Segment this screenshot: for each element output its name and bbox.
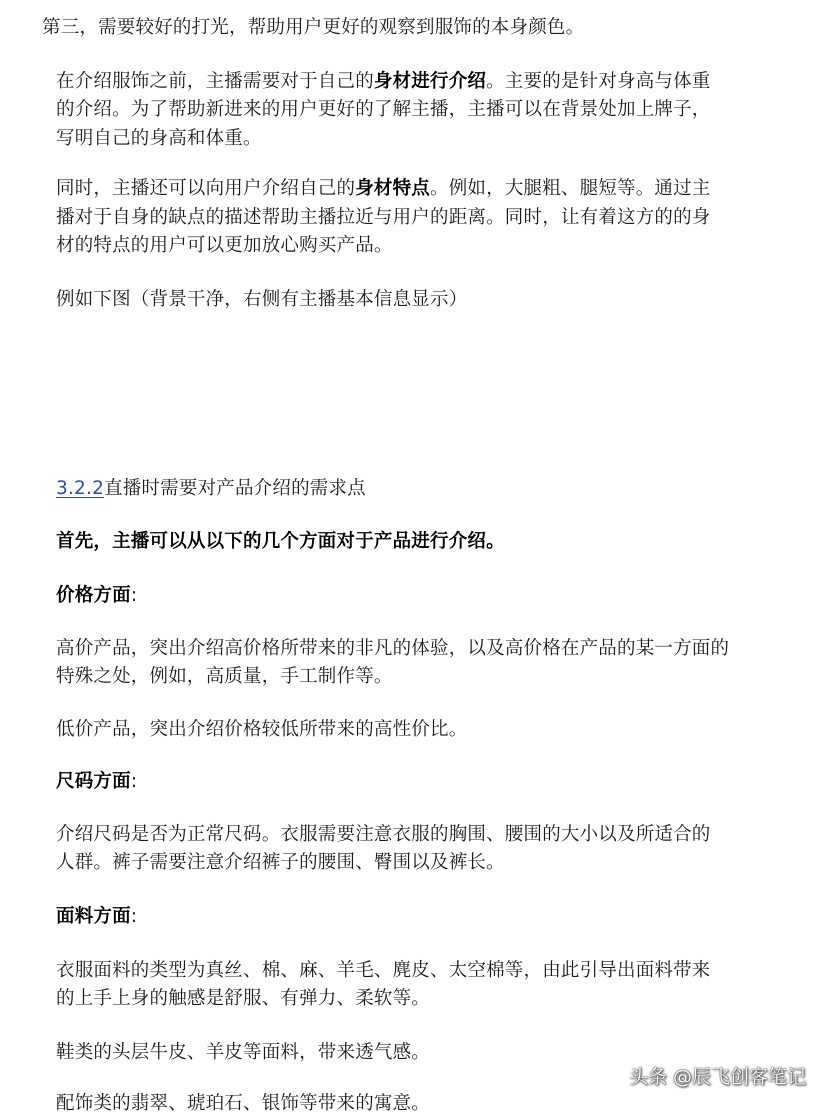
size-line2: 人群。裤子需要注意介绍裤子的腰围、臀围以及裤长。 bbox=[56, 852, 505, 873]
paragraph-body-features-line3: 材的特点的用户可以更加放心购买产品。 bbox=[56, 235, 393, 256]
price-heading bbox=[56, 583, 137, 609]
paragraph-lighting: 第三，需要较好的打光，帮助用户更好的观察到服饰的本身颜色。 bbox=[42, 17, 585, 38]
heading-colon: : bbox=[130, 906, 138, 927]
section-title: 直播时需要对产品介绍的需求点 bbox=[104, 478, 366, 499]
section-intro: 首先，主播可以从以下的几个方面对于产品进行介绍。 bbox=[56, 531, 505, 552]
text-span: 。例如，大腿粗、腿短等。通过主 bbox=[430, 178, 711, 199]
bold-span: 身材特点 bbox=[355, 178, 431, 199]
heading-text: 尺码方面 bbox=[56, 771, 131, 792]
heading-text: 面料方面 bbox=[56, 906, 131, 927]
size-heading bbox=[56, 769, 137, 795]
size-line1: 介绍尺码是否为正常尺码。衣服需要注意衣服的胸围、腰围的大小以及所适合的 bbox=[56, 824, 711, 845]
section-heading bbox=[56, 476, 366, 502]
text-span: 在介绍服饰之前，主播需要对于自己的 bbox=[56, 71, 374, 92]
price-low: 低价产品，突出介绍价格较低所带来的高性价比。 bbox=[56, 719, 468, 740]
fabric-heading bbox=[56, 904, 137, 930]
text-span: 。主要的是针对身高与体重 bbox=[486, 71, 711, 92]
watermark: 头条 @辰飞创客笔记 bbox=[628, 1066, 806, 1088]
heading-colon: : bbox=[130, 771, 138, 792]
paragraph-example: 例如下图（背景干净，右侧有主播基本信息显示） bbox=[56, 289, 468, 310]
fabric-shoes: 鞋类的头层牛皮、羊皮等面料，带来透气感。 bbox=[56, 1042, 431, 1063]
heading-text: 价格方面 bbox=[56, 585, 131, 606]
paragraph-body-features-line2: 播对于自身的缺点的描述帮助主播拉近与用户的距离。同时，让有着这方的的身 bbox=[56, 207, 711, 228]
paragraph-body-features-line1 bbox=[56, 176, 711, 202]
paragraph-body-intro-line2: 的介绍。为了帮助新进来的用户更好的了解主播，主播可以在背景处加上牌子， bbox=[56, 99, 711, 120]
paragraph-body-intro-line1 bbox=[56, 69, 711, 95]
price-high-line2: 特殊之处，例如，高质量，手工制作等。 bbox=[56, 666, 393, 687]
heading-colon: : bbox=[130, 585, 138, 606]
fabric-accessories: 配饰类的翡翠、琥珀石、银饰等带来的寓意。 bbox=[56, 1093, 431, 1114]
text-span: 同时，主播还可以向用户介绍自己的 bbox=[56, 178, 356, 199]
paragraph-body-intro-line3: 写明自己的身高和体重。 bbox=[56, 128, 262, 149]
section-number: 3.2.2 bbox=[56, 478, 105, 499]
fabric-line1: 衣服面料的类型为真丝、棉、麻、羊毛、麂皮、太空棉等，由此引导出面料带来 bbox=[56, 960, 711, 981]
bold-span: 身材进行介绍 bbox=[373, 71, 487, 92]
price-high-line1: 高价产品，突出介绍高价格所带来的非凡的体验，以及高价格在产品的某一方面的 bbox=[56, 638, 730, 659]
fabric-line2: 的上手上身的触感是舒服、有弹力、柔软等。 bbox=[56, 988, 431, 1009]
